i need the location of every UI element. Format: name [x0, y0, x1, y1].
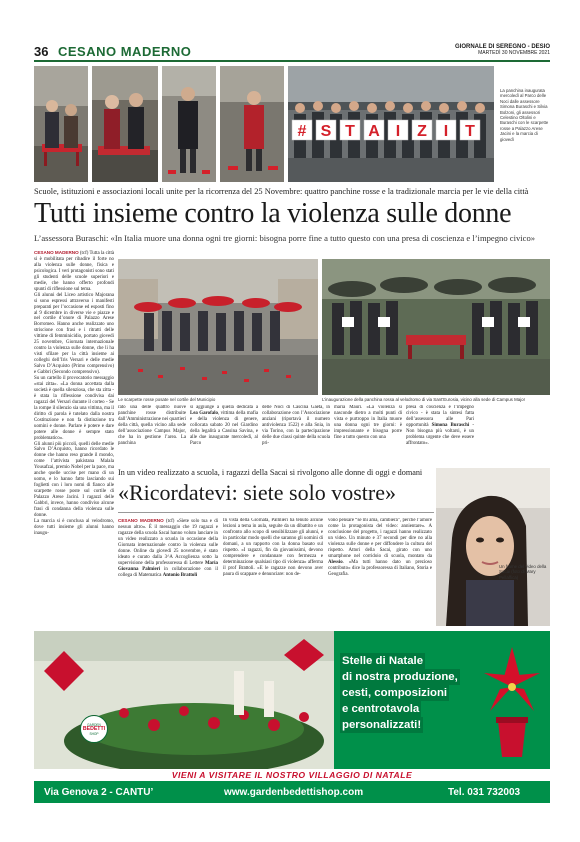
story1-paragraph: Tutta la città si è mobilitata per ribadire il forte no alla violenza sulle donne, fisica e psicologica. I veri protagonisti sono stati gli studenti delle scuole superiori e medie, che hanno offerto profondi spunti di riflessione sul tema. — [34, 251, 114, 292]
logo-text-bottom: SHOP — [89, 731, 99, 736]
story2-column-3 — [328, 518, 432, 628]
story1-dateline: CESANO MADERNO — [34, 250, 79, 255]
page-header — [34, 44, 550, 62]
svg-text:S: S — [320, 123, 332, 140]
photo-panchina-velodromo — [322, 259, 550, 395]
story1-column-6 — [406, 405, 474, 463]
svg-text:#: # — [297, 123, 307, 140]
story2-text: in collaborazione con il collega di Matematica — [118, 566, 218, 578]
logo-text-main: BEDETTI — [82, 725, 106, 732]
person-name: Simona Buraschi — [431, 422, 470, 428]
story1-paragraph: Gli alunni più piccoli, quelli delle medie Salvo D’Acquisto, hanno ricordato le donne che hanno reso grande il mondo, come l’attivista pakistana Malala Yousafzai, premio Nobel per la pace, ma anche quelle uccise per mano di un uomo, e lo hanno fatto lasciando sui foglietti con i loro nomi di fianco alle scarpette rosse poste sul cortile di Palazzo Arese Jacini. I ragazzi delle Gabbri, invece, hanno condiviso alcune frasi di condanna della violenza sulle donne. — [34, 441, 114, 518]
story1-text: , vittima della mafia e della violenza di genere, collocata sabato 20 nel Giardino della legalità a Cassina Savina, e alle due inaugurate mercoledì, al Parco — [190, 410, 258, 446]
story2-title: «Ricordatevi: siete solo vostre» — [118, 480, 396, 505]
story2-column-1 — [118, 518, 218, 628]
logo-text-top: GARDEN — [87, 722, 101, 727]
ad-headline-line: personalizzati! — [342, 719, 422, 731]
ad-villaggio-banner: VIENI A VISITARE IL NOSTRO VILLAGGIO DI NATALE — [34, 769, 550, 781]
story1-paragraph: maria Mauri. «La violenza si nasconde dietro a molti punti di vista e purtroppo in Italia muore una donna ogni tre giorni: è impressionante e bisogna porre fine a tutto questo con una — [334, 405, 402, 440]
masthead-date: MARTEDÌ 30 NOVEMBRE 2021 — [478, 50, 550, 56]
garden-bedetti-logo — [80, 715, 108, 743]
svg-text:Z: Z — [417, 123, 427, 140]
ad-website-link[interactable]: www.gardenbedettishop.com — [224, 787, 364, 798]
story1-column-3 — [190, 405, 258, 463]
story1-column-1 — [34, 250, 114, 628]
photo-scarpette-municipio — [118, 259, 318, 395]
story2-column-2 — [223, 518, 323, 628]
svg-text:I: I — [443, 123, 449, 140]
svg-text:I: I — [395, 123, 401, 140]
story1-text: - Non bisogna più voltarsi, è un problema urgente che deve essere affrontato». — [406, 422, 474, 446]
masthead-title: GIORNALE DI SEREGNO - DESIO — [454, 44, 550, 50]
story1-text: si aggiunge a quella dedicata a — [190, 405, 258, 410]
person-name: Lea Garofalo — [190, 410, 218, 416]
story1-paragraph: delle Noci di Cascina Gaeta, in collaborazione con l’Associazione anziani (riportavà il numero antiviolenza 1522) e alla Snia, in via Torino, con la partecipazione delle due classi quinte della scuola pri- — [262, 405, 330, 446]
ad-headline-line: e centrotavola — [342, 703, 420, 715]
story2-text: «Siete solo tua e di nessun altro». È il messaggio che 19 ragazzi e ragazze della scuola Sacai hanno voluto lanciare in un video realizzato a scuola in occasione della Giornata internazionale contro la violenza sulle donne. Online da giovedì 25 novembre, è stato ideato e curato dalla 3^A Accoglienza sotto la supervisione della professoressa di Lettere — [118, 519, 218, 566]
caption-velodromo: L’inaugurazione della panchina rossa al velodromo di via Sant’Eurosia, vicino alla sede di Campus Major — [322, 397, 526, 402]
person-name: Alessio — [328, 559, 343, 565]
photo-marcia-stai-zitta — [288, 66, 494, 182]
photo-video-frame — [436, 468, 550, 626]
ad-photo-centrotavola — [34, 631, 334, 769]
story2-dateline: CESANO MADERNO — [118, 518, 164, 523]
person-name: Antonio Brattoli — [162, 572, 198, 578]
ad-headline — [340, 653, 480, 733]
story2-kicker: In un video realizzato a scuola, i ragazzi della Sacai si rivolgono alle donne di oggi e domani — [118, 468, 423, 477]
story1-dateline-tag: (tcf) — [79, 251, 89, 256]
story1-text: presa di coscienza e l’impegno civico - è stata la sintesi fatta dell’assessora alle Pari opportunità — [406, 405, 474, 428]
ad-headline-line: di nostra produzione, — [342, 671, 458, 683]
story1-kicker: Scuole, istituzioni e associazioni locali unite per la ricorrenza del 25 Novembre: quattro panchine rosse e la tradizionale marcia per le vie della città — [34, 187, 529, 196]
ad-headline-line: cesti, composizioni — [342, 687, 448, 699]
advertisement-garden-bedetti[interactable] — [34, 631, 550, 803]
ad-footer — [34, 783, 550, 803]
ad-headline-line: Stelle di Natale — [342, 655, 424, 667]
story1-paragraph: Gli alunni del Liceo artistico Majorana si sono espressi attraverso i manifesti preparati per l’occasione ed esposti fino al 9 dicembre in diverse vie e piazze e nel cortile d’onore di Palazzo Arese Borromeo. Hanno anche realizzato uno striscione con frasi e i ritratti delle vittime di femminicidio, portato giovedì 25 novembre, Giornata internazionale contro la violenza sulle donne, che li ha visti sfilare per la città insieme ai colleghi dell’Iris Versari e delle medie Salvo D’Acquisto (Primo comprensivo) e Gabbri (Secondo comprensivo). — [34, 292, 114, 376]
poinsettia-icon — [474, 637, 550, 765]
page-number: 36 — [34, 44, 49, 59]
story1-subtitle: L’assessora Buraschi: «In Italia muore una donna ogni tre giorni: bisogna porre fine a tutto questo con una presa di coscienza e l’impegno civico» — [34, 233, 536, 243]
story1-paragraph: rato una delle quattro nuove panchine rosse distribuite dall’Amministrazione nei quartieri della città, quella vicino alla sede dell’associazione Campus Major, che ha in gestione l’area. La panchina — [118, 405, 186, 446]
video-frame-caption: Un frame del video della Sacai (foto di Mary Pellaffica) — [499, 564, 547, 580]
svg-text:A: A — [368, 123, 380, 140]
story1-paragraph: Su un cartello il provocatorio messaggio «stai zitta». «La donna accettata dalla società è quella silenziosa, che sta zitta - è stata la riflessione condivisa dai ragazzi del Versari durante il corteo - Se la rompe il silenzio sia una vittima, ma il diritto di parola è tutelato dalla nostra Costituzione e non fa distinzione tra uomini e donne. Parlare è potere e dare potere alle donne è sempre stato problematico». — [34, 376, 114, 441]
masthead — [455, 44, 550, 56]
story1-title: Tutti insieme contro la violenza sulle donne — [34, 198, 512, 229]
svg-text:T: T — [465, 123, 475, 140]
story2-text: . «Ma tutti hanno dato un prezioso contributo» dice la professoressa di Italiano, Storia e Geografia. — [328, 559, 432, 577]
svg-text:T: T — [345, 123, 355, 140]
story1-column-5 — [334, 405, 402, 463]
ad-address: Via Genova 2 - CANTU’ — [44, 787, 154, 798]
person-name: Maria Giovanna Palmieri — [118, 560, 218, 572]
ad-phone[interactable]: Tel. 031 732003 — [448, 787, 521, 798]
story1-column-4 — [262, 405, 330, 463]
photo-panchina-parco — [92, 66, 158, 182]
top-photos-caption: La panchina inaugurata mercoledì al Parco delle Noci dalle assessore Simona Buraschi e Silvia Bolzoni, gli assessori Celestino Oltolini e Buraschi con le scarpette rosse a Palazzo Arese Jacini e la marcia di giovedì — [500, 88, 549, 142]
story2-divider — [118, 512, 434, 513]
photo-assessore-scarpe — [220, 66, 284, 182]
story2-text: vono pensare “se mi ama, cambierà”, perché l’amore come la protagonista del video: annientare». A conclusione del progetto, i ragazzi hanno realizzato un video. Un minuto e 37 secondi per dire no alla violenza sulle donne e per diffondere la cultura del rispetto. Attori della Sacai, girato con uno smartphone nel corridoio di scuola, montato da — [328, 518, 432, 559]
photo-scarpette-assessore — [162, 66, 216, 182]
story1-column-2 — [118, 405, 186, 463]
photo-assessori-bench — [34, 66, 88, 182]
section-title: CESANO MADERNO — [58, 44, 192, 59]
story2-dateline-tag: (tcf) — [165, 519, 175, 524]
caption-scarpette: Le scarpette rosse posate nel cortile del Municipio — [118, 397, 216, 402]
story1-paragraph: La marcia si è conclusa al velodromo, dove tutti insieme gli alunni hanno inaugu- — [34, 518, 114, 536]
story2-paragraph: In vista della Giornata, Palmieri ha tenuto alcune lezioni a tema in aula, seguite da un dibattito e un confronto allo scopo di sensibilizzare gli alunni, e in particolar modo quelli che saranno gli uomini di domani, a un rapporto con la donna basato sul rispetto. «I ragazzi, fin da giovanissimi, devono comprendere e condannare con fermezza e determinazione qualsiasi tipo di violenza» afferma il prof Brattoli. «E le ragazze non devono aver paura di scappare e denunciare: non de- — [223, 518, 323, 577]
